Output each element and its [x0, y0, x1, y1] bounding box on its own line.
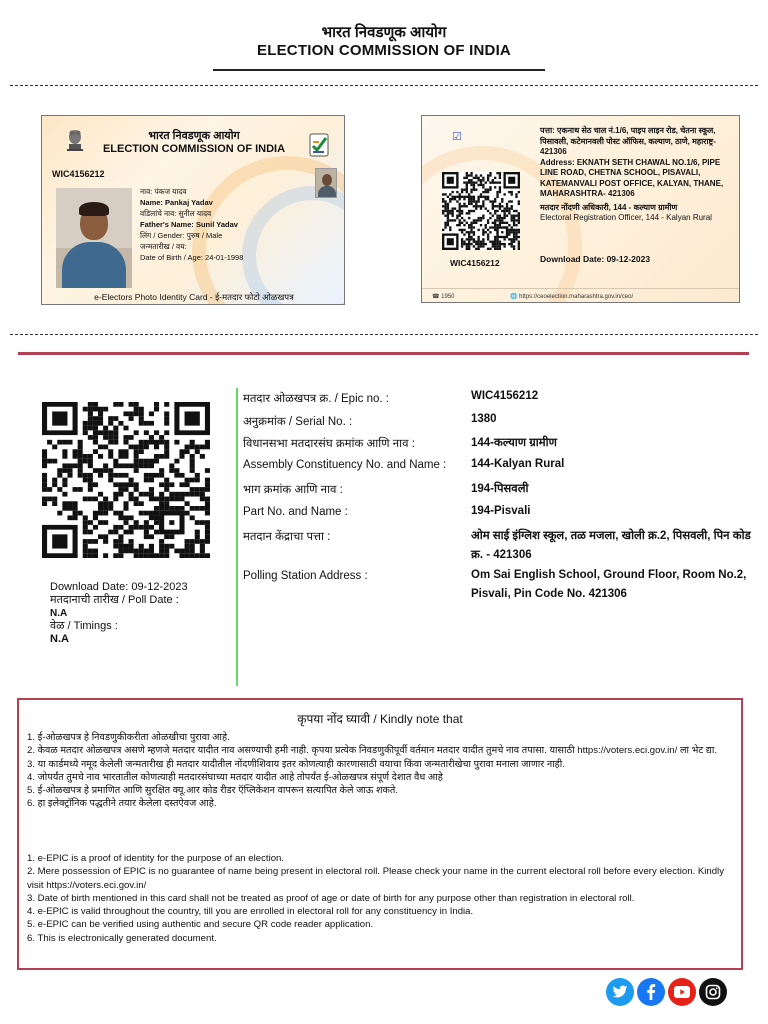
- eci-logo-icon: [304, 130, 334, 160]
- name-hindi: नाव: पंकज यादव: [140, 187, 187, 196]
- header-title-english: ELECTION COMMISSION OF INDIA: [257, 42, 511, 59]
- note-item: 2. केवळ मतदार ओळखपत्र असणे म्हणजे मतदार यादीत नाव असण्याची हमी नाही. कृपया प्रत्येक निवडणुकीपूर्वी वर्तमान मतदार यादीत तुमचे नाव तपासा. यासाठी https://voters.eci.gov.in/ ला भेट द्या.: [27, 745, 718, 757]
- globe-icon: 🌐: [510, 294, 518, 300]
- note-item: 4. जोपर्यंत तुमचे नाव भारतातील कोणत्याही मतदारसंघाच्या मतदार यादीत आहे तोपर्यंत ई-ओळखपत्र संपूर्ण देशात वैध आहे: [27, 771, 443, 783]
- timings-label: वेळ / Timings :: [50, 620, 118, 632]
- dob-english: Date of Birth / Age: 24-01-1998: [140, 253, 244, 262]
- epic-card-front: [41, 115, 345, 305]
- website-url: https://ceoelection.maharashtra.gov.in/ceo/: [519, 294, 634, 300]
- note-item: 5. ई-ओळखपत्र हे प्रमाणित आणि सुरक्षित क्यू.आर कोड रीडर ऍप्लिकेशन वापरून सत्यापित केले जाऊ शकते.: [27, 785, 399, 797]
- serial-label: अनुक्रमांक / Serial No. :: [243, 416, 353, 428]
- officer-english: Electoral Registration Officer, 144 - Kalyan Rural: [540, 213, 712, 222]
- youtube-icon[interactable]: [668, 978, 696, 1006]
- card-title-english: ELECTION COMMISSION OF INDIA: [102, 143, 286, 155]
- note-item: 1. ई-ओळखपत्र हे निवडणुकीकरीता ओळखीचा पुरावा आहे.: [27, 732, 230, 743]
- section-divider: [18, 352, 749, 355]
- part-value-english: 194-Pisvali: [471, 505, 531, 517]
- phone-icon: ☎: [432, 294, 440, 300]
- cut-line-top: [10, 85, 758, 86]
- voter-photo-thumbnail: [315, 168, 337, 198]
- notes-title: कृपया नोंद घ्यावी / Kindly note that: [297, 712, 463, 726]
- note-item: 3. Date of birth mentioned in this card shall not be treated as proof of age or date of birth for any purpose other than registration in electoral roll.: [27, 892, 635, 904]
- note-item: 4. e-EPIC is valid throughout the country, till you are enrolled in electoral roll for any constituency in India.: [27, 906, 474, 918]
- card-back-download-date: Download Date: 09-12-2023: [540, 254, 651, 264]
- officer-hindi: मतदार नोंदणी अधिकारी, 144 - कल्याण ग्रामीण: [540, 202, 678, 212]
- part-label-english: Part No. and Name :: [243, 506, 348, 518]
- notes-box: [17, 698, 743, 970]
- note-item: 1. e-EPIC is a proof of identity for the purpose of an election.: [27, 853, 285, 864]
- cut-line-bottom: [10, 334, 758, 335]
- instagram-icon[interactable]: [699, 978, 727, 1006]
- poll-date-value: N.A: [50, 608, 68, 619]
- assembly-label-hindi: विधानसभा मतदारसंघ क्रमांक आणि नाव :: [243, 438, 415, 450]
- assembly-label-english: Assembly Constituency No. and Name :: [243, 459, 447, 471]
- card-voter-fields: [140, 186, 243, 263]
- polling-address-value-hindi: ओम साई इंग्लिश स्कूल, तळ मजला, खोली क्र.2, पिसवली, पिन कोड क्र. - 421306: [471, 530, 751, 561]
- note-item: 5. e-EPIC can be verified using authentic and secure QR code reader application.: [27, 919, 374, 931]
- eci-small-logo-icon: ☑: [452, 131, 462, 143]
- helpline-number: 1950: [441, 294, 455, 300]
- address-hindi: पत्ता: एकनाथ सेठ चाल नं.1/6, पाइप लाइन रोड, चेतना स्कूल, पिसावली, कटेमानवली पोस्ट ऑफिस, कल्याण, ठाणे, महाराष्ट्र- 421306: [540, 126, 716, 156]
- assembly-value-hindi: 144-कल्याण ग्रामीण: [471, 437, 557, 449]
- card-front-footer: e-Electors Photo Identity Card - ई-मतदार फोटो ओळखपत्र: [94, 292, 294, 302]
- epic-label: मतदार ओळखपत्र क्र. / Epic no. :: [243, 393, 389, 405]
- card-epic-number: WIC4156212: [52, 169, 105, 179]
- voter-photo: [56, 188, 132, 288]
- facebook-icon[interactable]: [637, 978, 665, 1006]
- main-qr-code: [42, 402, 210, 558]
- note-item: 2. Mere possession of EPIC is no guarantee of name being present in electoral roll. Please check your name in the current electoral roll before every election. Kindly visit https://voters.eci.gov.in/: [27, 866, 724, 891]
- address-english: Address: EKNATH SETH CHAWAL NO.1/6, PIPE LINE ROAD, CHETNA SCHOOL, PISAVALI, KATEMANVALI POST OFFICE, KALYAN, THANE, MAHARASHTRA- 421306: [540, 157, 724, 198]
- card-title-hindi: भारत निवडणूक आयोग: [148, 130, 240, 142]
- father-name-hindi: वडिलांचे नाव: सुनील यादव: [140, 209, 212, 218]
- helpline: [432, 293, 455, 300]
- note-item: 6. हा इलेक्ट्रॉनिक पद्धतीने तयार केलेला दस्तऐवज आहे.: [27, 798, 217, 810]
- epic-card-back: [421, 115, 740, 303]
- header-underline: [213, 69, 545, 71]
- poll-info: [50, 581, 188, 646]
- polling-address-value-english: Om Sai English School, Ground Floor, Room No.2, Pisvali, Pin Code No. 421306: [471, 569, 747, 600]
- father-name-english: Father's Name: Sunil Yadav: [140, 220, 238, 229]
- note-item: 6. This is electronically generated document.: [27, 932, 217, 944]
- download-date: Download Date: 09-12-2023: [50, 581, 188, 593]
- polling-address-label-hindi: मतदान केंद्राचा पत्ता :: [243, 531, 331, 543]
- card-back-footer-bar: [422, 288, 740, 303]
- green-divider: [236, 388, 238, 686]
- notes-list-hindi: [27, 731, 733, 811]
- note-item: 3. या कार्डमध्ये नमूद केलेली जन्मतारीख ही मतदार यादीतील नोंदणीशिवाय इतर कोणत्याही कारणासाठी वयाचा किंवा जन्मतारीखेचा पुरावा मनाला जाणार नाही.: [27, 758, 565, 770]
- poll-date-label: मतदानाची तारीख / Poll Date :: [50, 594, 179, 606]
- card-back-epic-number: WIC4156212: [450, 258, 500, 268]
- card-back-address: [540, 126, 736, 224]
- timings-value: N.A: [50, 633, 69, 645]
- assembly-value-english: 144-Kalyan Rural: [471, 458, 565, 470]
- polling-address-label-english: Polling Station Address :: [243, 570, 368, 582]
- part-value-hindi: 194-पिसवली: [471, 483, 529, 495]
- website: [510, 293, 633, 300]
- page-header: [0, 24, 768, 60]
- serial-value: 1380: [471, 413, 497, 425]
- header-title-hindi: भारत निवडणूक आयोग: [321, 24, 447, 41]
- part-label-hindi: भाग क्रमांक आणि नाव :: [243, 484, 343, 496]
- notes-list-english: [27, 852, 733, 945]
- epic-value: WIC4156212: [471, 390, 539, 402]
- card-qr-code: [442, 172, 520, 250]
- dob-hindi: जन्मतारीख / वय:: [140, 242, 187, 251]
- name-english: Name: Pankaj Yadav: [140, 198, 213, 207]
- twitter-icon[interactable]: [606, 978, 634, 1006]
- gender: लिंग / Gender: पुरुष / Male: [140, 231, 223, 240]
